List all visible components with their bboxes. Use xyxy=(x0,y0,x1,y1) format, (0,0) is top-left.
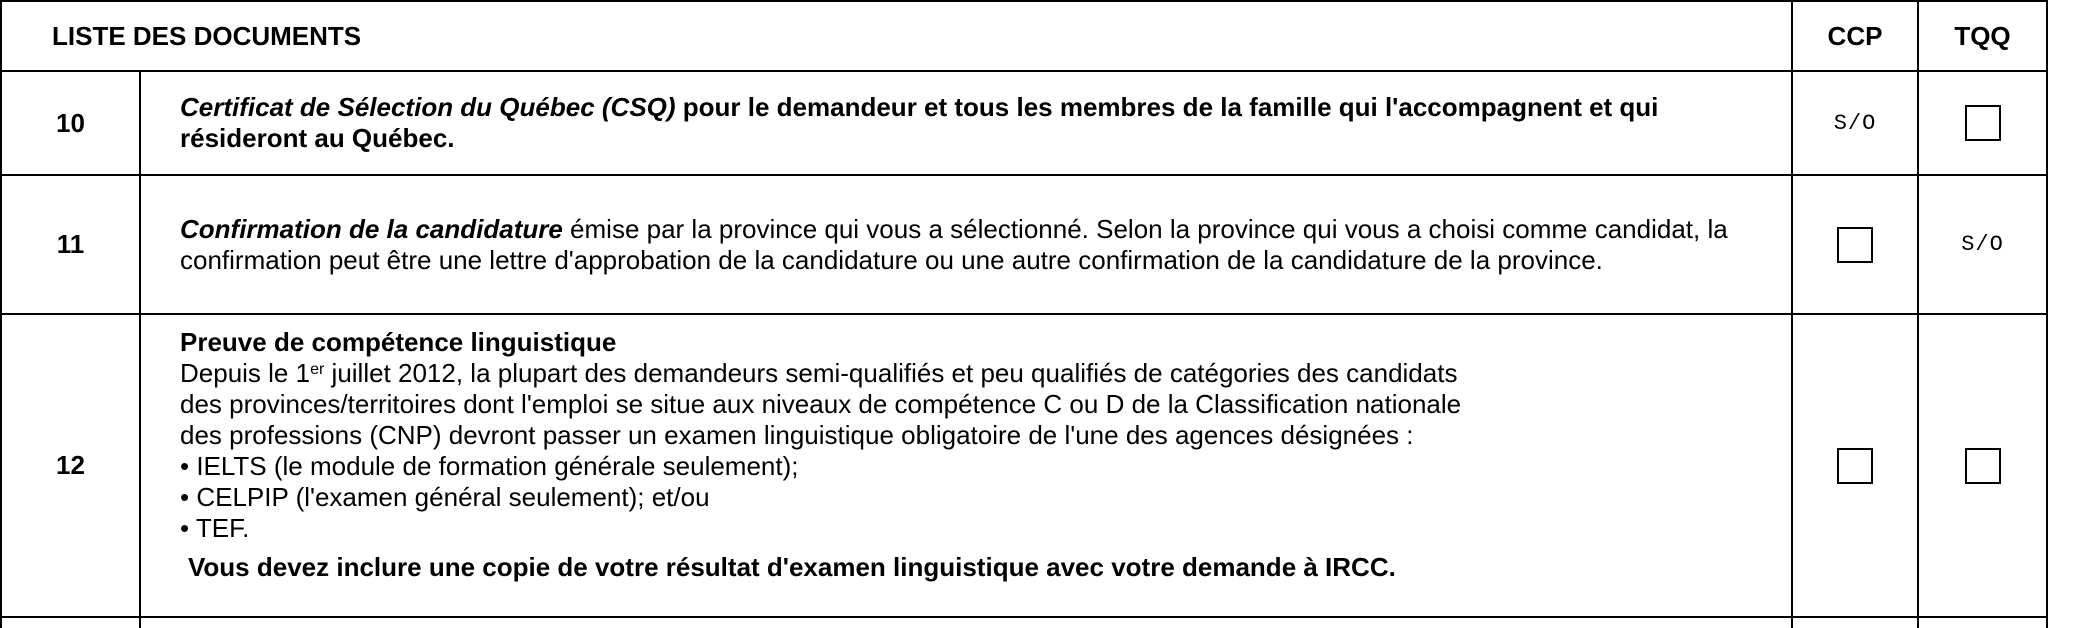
tqq-not-applicable: S/O xyxy=(1961,232,2004,257)
row-number: 12 xyxy=(56,450,85,480)
document-title: Confirmation de la candidature xyxy=(180,213,563,244)
row-divider-12 xyxy=(0,616,2048,618)
document-title: Preuve de compétence linguistique xyxy=(180,327,617,357)
intro-line-2: des provinces/territoires dont l'emploi se situe aux niveaux de compétence C ou D de la Classification nationale xyxy=(180,389,1462,419)
document-text: émise par la province qui vous a sélectionné. Selon la province qui vous a choisi comme candidat, la confirmation peut être une lettre d'approbation de la candidature ou une autre confirmation de la candidature de la province. xyxy=(180,213,1728,275)
note-text: Vous devez inclure une copie de votre résultat d'examen linguistique avec votre demande à IRCC. xyxy=(188,552,1396,582)
ccp-not-applicable: S/O xyxy=(1833,110,1877,136)
column-header-ccp: CCP xyxy=(1827,20,1883,51)
intro-line-3: des professions (CNP) devront passer un examen linguistique obligatoire de l'une des agences désignées : xyxy=(180,420,1414,450)
document-title: Certificat de Sélection du Québec (CSQ) xyxy=(180,92,676,122)
bullet-item: • IELTS (le module de formation générale seulement); xyxy=(180,451,799,481)
row-description xyxy=(180,176,1770,313)
ccp-cell xyxy=(1793,176,1917,313)
row-number: 10 xyxy=(56,107,85,138)
tqq-cell xyxy=(1919,72,2046,174)
document-text: pour le demandeur et tous les membres de la famille qui l'accompagnent et qui résideront au Québec. xyxy=(180,92,1659,153)
bullet-item: • CELPIP (l'examen général seulement); et/ou xyxy=(180,482,710,512)
ccp-checkbox[interactable] xyxy=(1837,448,1873,484)
row-number: 11 xyxy=(56,229,85,259)
col-divider-number xyxy=(139,70,141,628)
tqq-checkbox[interactable] xyxy=(1965,105,2001,141)
ccp-cell xyxy=(1793,315,1917,616)
table-title: LISTE DES DOCUMENTS xyxy=(52,20,362,51)
ccp-checkbox[interactable] xyxy=(1837,227,1873,263)
tqq-cell xyxy=(1919,315,2046,616)
tqq-checkbox[interactable] xyxy=(1965,448,2001,484)
row-description xyxy=(180,315,1780,616)
row-description xyxy=(180,72,1770,174)
intro-line-1: Depuis le 1er juillet 2012, la plupart des demandeurs semi-qualifiés et peu qualifiés de catégories des candidats xyxy=(180,358,1458,388)
column-header-tqq: TQQ xyxy=(1954,20,2011,51)
bullet-item: • TEF. xyxy=(180,513,250,543)
